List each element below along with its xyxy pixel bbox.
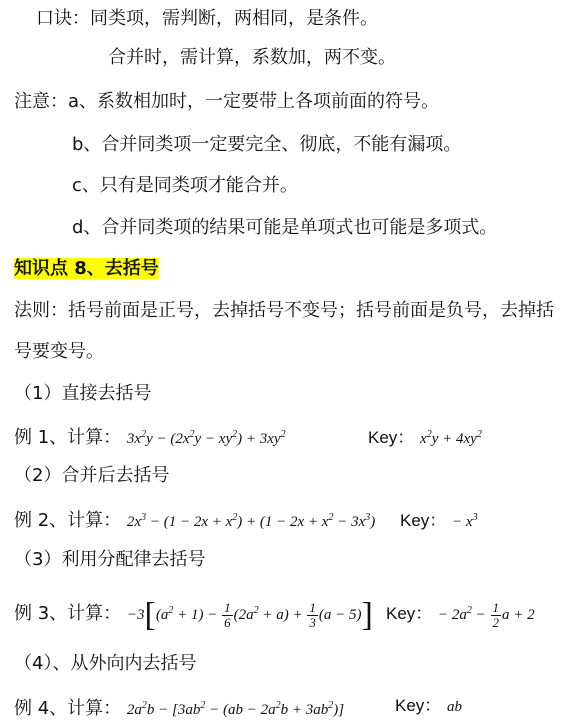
example-1-answer: $x^2y + 4xy^2$ (420, 429, 482, 447)
knowledge-heading-text: 知识点 8、去括号 (14, 258, 159, 279)
example-3-subheading: （3）利用分配律去括号 (14, 549, 206, 570)
note-d: d、合并同类项的结果可能是单项式也可能是多项式。 (72, 217, 498, 238)
notes-label: 注意： (14, 91, 68, 112)
example-2-row (14, 505, 375, 535)
example-4-key (395, 693, 462, 720)
mnemonic-line-2: 合并时，需计算，系数加，两不变。 (108, 47, 396, 68)
example-4-expression: $2a^2b - [3ab^2 - (ab - 2a^2b + 3ab^2)]$ (126, 700, 345, 718)
example-2-expression: $2x^3 - (1 - 2x + x^2) + (1 - 2x + x^2 - 3x^3)$ (126, 512, 376, 530)
example-3-key (386, 594, 535, 632)
example-1-key-label: Key： (368, 428, 415, 447)
knowledge-heading (14, 256, 159, 282)
example-2-subheading: （2）合并后去括号 (14, 465, 170, 486)
example-2-key (400, 505, 478, 535)
notes-row-a (14, 89, 439, 115)
example-2-key-label: Key： (400, 511, 447, 530)
example-1-label: 例 1、计算： (14, 427, 122, 448)
rule-line-2: 号要变号。 (14, 341, 104, 362)
note-a: a、系数相加时，一定要带上各项前面的符号。 (68, 91, 440, 112)
example-1-expression: $3x^2y - (2x^2y - xy^2) + 3xy^2$ (126, 429, 286, 447)
example-2-label: 例 2、计算： (14, 510, 122, 531)
note-b: b、合并同类项一定要完全、彻底，不能有漏项。 (72, 134, 462, 155)
example-4-answer: ab (447, 699, 463, 715)
example-4-subheading: （4）、从外向内去括号 (14, 653, 197, 674)
example-3-key-label: Key： (386, 604, 433, 623)
example-1-row (14, 422, 286, 452)
example-3-answer: − $2a^2$ − $\frac{1}{2}$ a + 2 (438, 600, 535, 631)
example-4-key-label: Key： (395, 696, 442, 715)
example-3-label: 例 3、计算： (14, 603, 122, 624)
example-3-expression: $-3[(a^2 + 1)$ − $\frac{1}{6}$ $(2a^2 + a)$ + $\frac{1}{3}$ (a − 5)] (126, 596, 373, 634)
example-3-row (14, 594, 373, 632)
rule-line-1: 法则：括号前面是正号，去掉括号不变号；括号前面是负号，去掉括 (14, 300, 554, 321)
example-4-label: 例 4、计算： (14, 698, 122, 719)
example-2-answer: − $x^3$ (452, 512, 478, 530)
example-4-row (14, 693, 344, 723)
example-1-key (368, 422, 482, 452)
note-c: c、只有是同类项才能合并。 (72, 175, 298, 196)
mnemonic-line-1: 口诀：同类项，需判断，两相同，是条件。 (36, 8, 378, 29)
example-1-subheading: （1）直接去括号 (14, 383, 152, 404)
